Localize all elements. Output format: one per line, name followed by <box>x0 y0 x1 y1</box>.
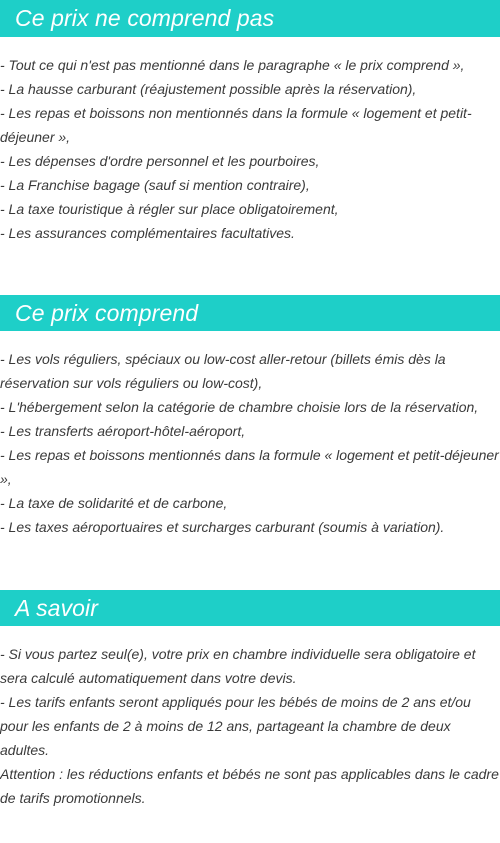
item-list <box>0 642 500 810</box>
list-item: - Tout ce qui n'est pas mentionné dans le paragraphe « le prix comprend », <box>0 57 465 73</box>
list-item: - Les repas et boissons non mentionnés dans la formule « logement et petit-déjeuner », <box>0 105 472 145</box>
section-title: Ce prix comprend <box>15 299 199 326</box>
item-list <box>0 53 500 245</box>
section-header <box>0 590 500 626</box>
list-item: - Les repas et boissons mentionnés dans la formule « logement et petit-déjeuner », <box>0 447 499 487</box>
list-item: - L'hébergement selon la catégorie de chambre choisie lors de la réservation, <box>0 399 479 415</box>
list-item: - La hausse carburant (réajustement possible après la réservation), <box>0 81 417 97</box>
list-item: - Les tarifs enfants seront appliqués pour les bébés de moins de 2 ans et/ou pour les enfants de 2 à moins de 12 ans, partageant la chambre de deux adultes. <box>0 694 471 758</box>
item-list <box>0 347 500 539</box>
list-item: - Les dépenses d'ordre personnel et les pourboires, <box>0 153 320 169</box>
section-header <box>0 0 500 37</box>
list-item: - Les taxes aéroportuaires et surcharges carburant (soumis à variation). <box>0 519 445 535</box>
list-item: - La taxe de solidarité et de carbone, <box>0 495 228 511</box>
list-item: - La Franchise bagage (sauf si mention contraire), <box>0 177 310 193</box>
list-item: Attention : les réductions enfants et bébés ne sont pas applicables dans le cadre de tarifs promotionnels. <box>0 766 499 806</box>
list-item: - Si vous partez seul(e), votre prix en chambre individuelle sera obligatoire et sera calculé automatiquement dans votre devis. <box>0 646 476 686</box>
list-item: - Les assurances complémentaires facultatives. <box>0 225 295 241</box>
section-prix-comprend <box>0 295 500 539</box>
section-title: A savoir <box>15 594 99 621</box>
section-header <box>0 295 500 331</box>
section-a-savoir <box>0 590 500 810</box>
list-item: - Les transferts aéroport-hôtel-aéroport, <box>0 423 246 439</box>
section-prix-ne-comprend-pas <box>0 0 500 245</box>
list-item: - Les vols réguliers, spéciaux ou low-cost aller-retour (billets émis dès la réservation sur vols réguliers ou low-cost), <box>0 351 446 391</box>
list-item: - La taxe touristique à régler sur place obligatoirement, <box>0 201 339 217</box>
section-title: Ce prix ne comprend pas <box>15 5 275 31</box>
